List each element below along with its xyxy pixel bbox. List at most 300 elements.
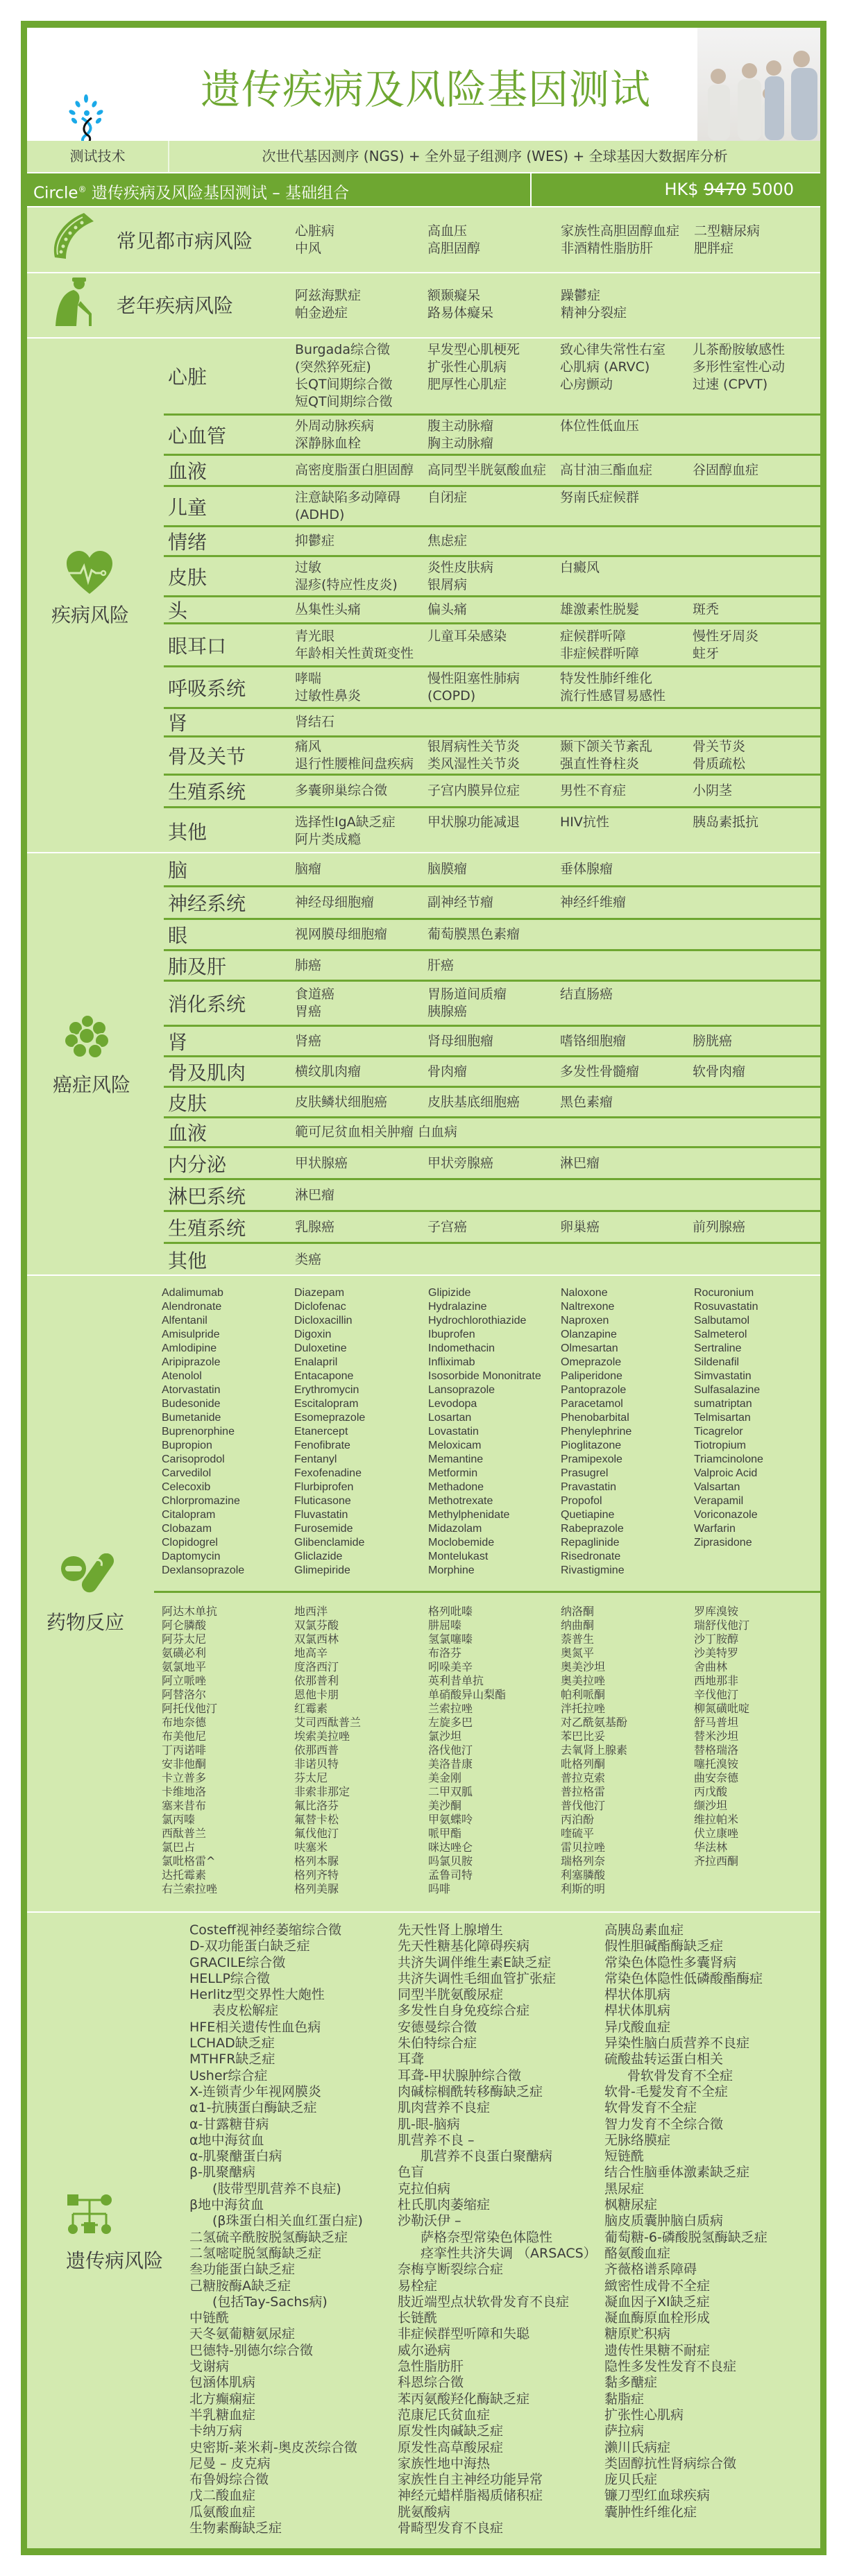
drug-name: 氨氯地平 <box>162 1660 207 1673</box>
list-item: 肾母细胞瘤 <box>427 1033 494 1048</box>
drug-name: 美沙酮 <box>428 1799 462 1812</box>
drug-name: 布美他尼 <box>162 1730 207 1743</box>
disease-item-name: 长链酰 <box>398 2310 438 2326</box>
disease-item <box>604 2197 768 2213</box>
list-item: 选择性IgA缺乏症 <box>295 814 396 830</box>
drug-name: Alendronate <box>162 1301 222 1313</box>
drug-column <box>294 1605 361 1896</box>
page-title: 遗传疾病及风险基因测试 <box>201 66 652 113</box>
drug-name: Erythromycin <box>294 1384 359 1396</box>
drug-name: Hydrochlorothiazide <box>428 1315 527 1327</box>
list-item: 痛风 <box>295 739 322 754</box>
drug-name: 氯巴占 <box>162 1841 196 1854</box>
item-column <box>560 462 693 479</box>
drug-name: Enalapril <box>294 1356 338 1368</box>
list-item: 特发性肺纤维化 <box>560 670 653 686</box>
drug-name: 格列本脲 <box>294 1854 339 1868</box>
disease-item <box>189 2133 391 2149</box>
item-column <box>427 1032 560 1050</box>
drug-name: 地西泮 <box>294 1605 328 1618</box>
disease-item-name: 无脉络膜症 <box>604 2132 671 2148</box>
item-column <box>427 957 454 974</box>
disease-item <box>189 2326 391 2342</box>
disease-item <box>604 2262 768 2278</box>
list-item: 非酒精性脂肪肝 <box>561 241 654 256</box>
drug-name: Clobazam <box>162 1523 212 1535</box>
disease-item <box>398 2197 599 2213</box>
item-column <box>427 1218 560 1236</box>
drug-name: 华法林 <box>694 1841 728 1854</box>
category-label: 血液 <box>168 460 207 483</box>
list-item: 多发性骨髓瘤 <box>560 1064 640 1079</box>
category-items <box>295 602 719 619</box>
category-items <box>295 1093 613 1111</box>
disease-item-name: 半乳糖血症 <box>189 2407 256 2423</box>
list-item: 儿茶酚胺敏感性 <box>693 342 786 357</box>
disease-item-name: 苯丙氨酸羟化酶缺乏症 <box>398 2391 530 2407</box>
item-column <box>560 986 613 1003</box>
drug-name: 肼屈嗪 <box>428 1619 462 1632</box>
drug-name: 辛伐他汀 <box>694 1688 739 1701</box>
category-row <box>164 622 820 665</box>
list-item: 额颞癡呆 <box>427 288 481 303</box>
disease-item <box>398 2278 599 2294</box>
disease-item <box>398 2456 599 2472</box>
item-column <box>427 341 560 393</box>
list-item: 神经纤维瘤 <box>560 894 627 910</box>
item-column <box>295 894 427 912</box>
disease-item <box>398 2100 599 2116</box>
disease-item-name: 色盲 <box>398 2165 425 2181</box>
category-label: 生殖系统 <box>168 781 246 803</box>
item-column <box>560 1063 693 1080</box>
disease-item-name: 齐薇格谱系障碍 <box>604 2262 697 2278</box>
disease-item-name: 隐性多发性发育不良症 <box>604 2359 737 2375</box>
disease-item-name: 遗传性果糖不耐症 <box>604 2342 711 2358</box>
disease-item <box>398 2423 599 2439</box>
drug-name: 芬太尼 <box>294 1771 328 1784</box>
item-column <box>295 1063 427 1080</box>
drug-name: 曲安奈德 <box>694 1771 739 1784</box>
disease-item-name: 安德曼综合徵 <box>398 2019 477 2035</box>
disease-item <box>398 2068 599 2084</box>
disease-item <box>604 2343 768 2359</box>
category-row <box>164 1242 820 1276</box>
disease-item <box>604 2505 768 2520</box>
drug-name: Propofol <box>561 1495 602 1507</box>
list-item: 前列腺癌 <box>693 1219 746 1234</box>
genetic-label: 遗传病风险 <box>66 2249 164 2272</box>
category-label: 皮肤 <box>168 565 207 589</box>
package-name <box>33 173 349 210</box>
item-column <box>295 287 361 322</box>
disease-item-name: 凝血酶原血栓形成 <box>604 2310 711 2326</box>
drug-name: Aripiprazole <box>162 1356 221 1368</box>
category-row <box>164 454 820 485</box>
disease-item <box>604 2230 768 2246</box>
drug-name: Dexlansoprazole <box>162 1564 245 1576</box>
drug-name: 雷贝拉唑 <box>561 1841 606 1854</box>
disease-item <box>398 2036 599 2052</box>
list-item: 深静脉血栓 <box>295 435 362 451</box>
drug-name: Methotrexate <box>428 1495 493 1507</box>
disease-rows <box>164 339 820 853</box>
drug-name: Simvastatin <box>694 1370 752 1382</box>
drug-name: Infliximab <box>428 1356 475 1368</box>
category-label: 肺及肝 <box>168 955 227 978</box>
list-item: 阿片类成瘾 <box>295 831 362 847</box>
item-column <box>693 1032 732 1050</box>
category-label: 消化系统 <box>168 993 246 1016</box>
list-item: (COPD) <box>427 688 476 703</box>
drug-name: 布地奈德 <box>162 1716 207 1729</box>
disease-item <box>189 2246 391 2262</box>
drug-name: Amisulpride <box>162 1329 220 1340</box>
drug-name: Prasugrel <box>561 1467 609 1479</box>
item-column <box>427 986 560 1021</box>
category-items <box>295 814 758 848</box>
drug-name: Atorvastatin <box>162 1384 221 1396</box>
list-item: 多形性室性心动 <box>693 359 786 375</box>
section-genetic-disease <box>27 1911 820 2548</box>
list-item: 慢性阻塞性肺病 <box>427 670 520 686</box>
drug-name: 氟伐他汀 <box>294 1827 339 1840</box>
drug-name: Duloxetine <box>294 1342 347 1354</box>
disease-item-name: 二氢嘧啶脱氢酶缺乏症 <box>189 2245 322 2261</box>
category-items <box>295 489 639 524</box>
disease-item-continuation: 肌营养不良蛋白聚醣病 <box>421 2149 553 2165</box>
disease-item-name: 多发性自身免疫综合症 <box>398 2003 530 2019</box>
section-elderly-diseases <box>27 272 820 337</box>
drug-name: 奥美沙坦 <box>561 1660 606 1673</box>
disease-item <box>604 2084 768 2100</box>
disease-item <box>398 2052 599 2067</box>
list-item: 甲状旁腺癌 <box>427 1155 494 1170</box>
disease-item <box>604 2423 768 2439</box>
disease-item-name: α-肌聚醣蛋白病 <box>189 2149 282 2165</box>
drug-name: Pravastatin <box>561 1481 617 1493</box>
section-drug-response <box>27 1274 820 1913</box>
list-item: 淋巴瘤 <box>295 1187 335 1202</box>
drug-name: Ticagrelor <box>694 1426 743 1438</box>
disease-item <box>398 2343 599 2359</box>
disease-item-name: 先天性肾上腺增生 <box>398 1922 504 1938</box>
drug-name: 舍曲林 <box>694 1660 728 1673</box>
drug-name: Citalopram <box>162 1509 216 1521</box>
list-item: 过敏 <box>295 559 322 575</box>
item-column <box>693 1218 745 1236</box>
disease-item <box>189 2472 391 2488</box>
drug-name: Lovastatin <box>428 1426 479 1438</box>
technology-value: 次世代基因测序 (NGS) + 全外显子组测序 (WES) + 全球基因大数据库分析 <box>262 148 728 164</box>
item-column <box>560 670 665 705</box>
drug-name: 格列吡嗪 <box>428 1605 473 1618</box>
list-item: 银屑病 <box>427 577 468 592</box>
disease-item <box>189 2343 391 2359</box>
list-item: 儿童耳朵感染 <box>427 628 507 644</box>
disease-item <box>398 2133 599 2165</box>
drug-name: 恩他卡朋 <box>294 1688 339 1701</box>
item-column <box>427 926 520 944</box>
disease-item-continuation: (包括Tay-Sachs病) <box>212 2294 328 2310</box>
list-item: 甲状腺功能减退 <box>427 814 520 830</box>
disease-item <box>398 2440 599 2456</box>
drug-name: Morphine <box>428 1564 475 1576</box>
list-item: 精神分裂症 <box>561 305 627 321</box>
drug-name: 吗氯贝胺 <box>428 1854 473 1868</box>
common-label: 常见都市病风险 <box>117 230 253 253</box>
disease-item <box>398 2084 599 2100</box>
item-column <box>560 1093 613 1111</box>
drug-name: Carvedilol <box>162 1467 212 1479</box>
drug-name: Alfentanil <box>162 1315 207 1327</box>
disease-item-name: 肌营养不良 – <box>398 2132 475 2148</box>
disease-item-name: 桿状体肌病 <box>604 2003 671 2019</box>
disease-item <box>398 2520 599 2536</box>
drug-name: 齐拉西酮 <box>694 1854 739 1868</box>
item-column <box>427 602 560 619</box>
list-item: 皮肤鳞状细胞癌 <box>295 1094 388 1109</box>
item-column <box>560 1032 693 1050</box>
disease-item-name: 假性胆碱酯酶缺乏症 <box>604 1938 724 1954</box>
list-item: 症候群听障 <box>560 628 627 644</box>
disease-item-continuation: (肢带型肌营养不良症) <box>212 2181 341 2197</box>
category-items <box>295 861 613 878</box>
disease-item-name: 异戊酸血症 <box>604 2019 671 2035</box>
disease-item <box>189 2520 391 2536</box>
category-label: 骨及关节 <box>168 745 246 768</box>
disease-item <box>604 2294 768 2310</box>
list-item: 软骨肉瘤 <box>693 1064 746 1079</box>
drug-name: 达托霉素 <box>162 1868 207 1882</box>
disease-item <box>189 2020 391 2036</box>
disease-item-name: 奈梅亨断裂综合症 <box>398 2262 504 2278</box>
disease-item-name: 神经元蜡样脂褐质储积症 <box>398 2488 543 2504</box>
list-item: 湿疹(特应性皮炎) <box>295 577 398 592</box>
disease-item-name: 易栓症 <box>398 2278 438 2294</box>
item-column <box>427 223 480 257</box>
list-item: 高胆固醇 <box>427 241 481 256</box>
category-items <box>295 628 758 663</box>
category-label: 生殖系统 <box>168 1216 246 1240</box>
drug-name: Telmisartan <box>694 1412 751 1424</box>
list-item: 範可尼贫血相关肿瘤 白血病 <box>295 1124 458 1140</box>
item-column <box>295 1124 457 1141</box>
disease-item <box>398 1971 599 1987</box>
drug-name: Midazolam <box>428 1523 482 1535</box>
drug-name: 普拉克索 <box>561 1771 606 1784</box>
disease-item-name: 先天性糖基化障碍疾病 <box>398 1938 530 1954</box>
category-items <box>295 783 732 800</box>
list-item: 腹主动脉瘤 <box>427 418 494 434</box>
disease-item-name: 緻密性成骨不全症 <box>604 2278 711 2294</box>
disease-item-name: Costeff视神经萎缩综合徵 <box>189 1922 342 1938</box>
item-column <box>295 1186 334 1204</box>
category-row <box>164 707 820 735</box>
disease-item <box>189 2100 391 2116</box>
category-row <box>164 485 820 525</box>
disease-item <box>398 2165 599 2181</box>
drug-name: Flurbiprofen <box>294 1481 354 1493</box>
list-item: 躁鬱症 <box>561 288 601 303</box>
category-items <box>295 418 639 452</box>
drug-name: 非索非那定 <box>294 1785 350 1798</box>
item-column <box>693 814 758 831</box>
disease-item <box>189 2197 391 2230</box>
list-item: 骨肉瘤 <box>427 1064 468 1079</box>
item-column <box>295 714 334 731</box>
drug-name: 双氯芬酸 <box>294 1619 339 1632</box>
disease-item <box>398 2391 599 2407</box>
drug-name: 美金刚 <box>428 1771 462 1784</box>
category-items <box>295 926 520 944</box>
item-column <box>295 986 427 1021</box>
list-item: 高密度脂蛋白胆固醇 <box>295 462 414 478</box>
list-item: 流行性感冒易感性 <box>560 688 666 703</box>
drug-list-divider <box>154 1591 820 1593</box>
category-items <box>295 1124 457 1141</box>
drug-name: 利斯的明 <box>561 1882 606 1895</box>
category-row <box>164 1146 820 1178</box>
drug-name: 阿达木单抗 <box>162 1605 218 1618</box>
category-items <box>295 738 745 773</box>
disease-item <box>604 2278 768 2294</box>
drug-column <box>694 1605 749 1868</box>
drug-name: 二甲双胍 <box>428 1785 473 1798</box>
drug-name: 孟鲁司特 <box>428 1868 473 1882</box>
drug-name: Naloxone <box>561 1287 608 1299</box>
disease-item <box>189 2505 391 2520</box>
disease-item <box>398 2310 599 2326</box>
disease-item-name: 克拉伯病 <box>398 2181 451 2197</box>
disease-item-name: 叁功能蛋白缺乏症 <box>189 2262 296 2278</box>
disease-item <box>604 2359 768 2375</box>
drug-name: Pioglitazone <box>561 1440 622 1451</box>
list-item: 慢性牙周炎 <box>693 628 759 644</box>
drug-name: Diclofenac <box>294 1301 346 1313</box>
drug-name: Sildenafil <box>694 1356 739 1368</box>
list-item: 银屑病性关节炎 <box>427 739 520 754</box>
disease-item-name: 胱氨酸病 <box>398 2504 451 2520</box>
drug-name: Glipizide <box>428 1287 471 1299</box>
item-column <box>560 1154 600 1172</box>
item-column <box>694 223 760 257</box>
drug-name: Levodopa <box>428 1398 477 1410</box>
drug-name: Olmesartan <box>561 1342 618 1354</box>
drug-name: 替格瑞洛 <box>694 1743 739 1757</box>
category-items <box>295 714 334 731</box>
list-item: 强直性脊柱炎 <box>560 756 640 771</box>
disease-item-name: 威尔逊病 <box>398 2342 451 2358</box>
drug-name: 奥美拉唑 <box>561 1674 606 1687</box>
disease-item <box>398 1922 599 1938</box>
disease-item-name: X-连锁青少年视网膜炎 <box>189 2083 321 2099</box>
disease-item <box>604 1938 768 1954</box>
list-item: 膀胱癌 <box>693 1033 733 1048</box>
list-item: 心肌病 (ARVC) <box>560 359 650 375</box>
drug-name: Warfarin <box>694 1523 736 1535</box>
drug-name: 氟比洛芬 <box>294 1799 339 1812</box>
disease-item <box>398 2117 599 2133</box>
package-price <box>665 173 795 206</box>
disease-item <box>189 2488 391 2504</box>
drug-name: 帕利哌酮 <box>561 1688 606 1701</box>
category-label: 呼吸系统 <box>168 676 246 700</box>
drug-name: Ibuprofen <box>428 1329 475 1340</box>
list-item: 颞下颌关节紊乱 <box>560 739 653 754</box>
list-item: 黑色素瘤 <box>560 1094 613 1109</box>
list-item: 胰岛素抵抗 <box>693 814 759 830</box>
category-row <box>164 774 820 806</box>
drug-name: Sertraline <box>694 1342 742 1354</box>
list-item: 家族性高胆固醇血症 <box>561 223 680 239</box>
disease-item <box>189 2407 391 2423</box>
drug-column <box>694 1286 763 1550</box>
list-item: 青光眼 <box>295 628 335 644</box>
list-item: Burgada综合徵 <box>295 342 390 357</box>
drug-name: sumatriptan <box>694 1398 752 1410</box>
drug-name: Sulfasalazine <box>694 1384 761 1396</box>
list-item: 扩张性心肌病 <box>427 359 507 375</box>
list-item: (突然猝死症) <box>295 359 371 375</box>
disease-item-name: 瓜氨酸血症 <box>189 2504 256 2520</box>
section-cancer-risk <box>27 852 820 1274</box>
drug-name: 瑞格列奈 <box>561 1854 606 1868</box>
drug-name: 苯巴比妥 <box>561 1730 606 1743</box>
category-items <box>295 559 600 594</box>
drug-column <box>294 1286 365 1578</box>
disease-item-continuation: (β珠蛋白相关血红蛋白症) <box>212 2213 363 2229</box>
drug-name: 吗啡 <box>428 1882 451 1895</box>
item-column <box>560 861 613 878</box>
list-item: 皮肤基底细胞癌 <box>427 1094 520 1109</box>
drug-name: Naltrexone <box>561 1301 615 1313</box>
list-item: 胰腺癌 <box>427 1004 468 1019</box>
disease-item-name: MTHFR缺乏症 <box>189 2052 275 2067</box>
disease-item-name: 硫酸盐转运蛋白相关 <box>604 2052 724 2067</box>
item-column <box>560 1218 693 1236</box>
category-items <box>295 462 758 479</box>
drug-name: Valsartan <box>694 1481 740 1493</box>
section-disease-risk <box>27 337 820 852</box>
drug-name: 洛伐他汀 <box>428 1743 473 1757</box>
disease-item-name: 枫糖尿症 <box>604 2197 658 2213</box>
drug-name: 格列美脲 <box>294 1882 339 1895</box>
disease-item <box>189 1955 391 1971</box>
drug-name: 依那西普 <box>294 1743 339 1757</box>
list-item: (ADHD) <box>295 506 345 522</box>
drug-name: 普拉格雷 <box>561 1785 606 1798</box>
list-item: 非症候群听障 <box>560 645 640 661</box>
category-label: 儿童 <box>168 495 207 519</box>
disease-item-name: D-双功能蛋白缺乏症 <box>189 1938 310 1954</box>
disease-column <box>189 1922 391 2536</box>
disease-item-name: 布鲁姆综合徵 <box>189 2472 269 2488</box>
drug-name: 塞来昔布 <box>162 1799 207 1812</box>
drug-name: Glimepiride <box>294 1564 350 1576</box>
disease-item-name: 家族性自主神经功能异常 <box>398 2472 543 2488</box>
category-row <box>164 413 820 454</box>
drug-name: Buprenorphine <box>162 1426 235 1438</box>
disease-item-name: 智力发育不全综合徵 <box>604 2116 724 2132</box>
item-column <box>427 861 560 878</box>
drug-name: Budesonide <box>162 1398 221 1410</box>
item-column <box>427 559 560 594</box>
drug-name: 右兰索拉唑 <box>162 1882 218 1895</box>
original-price: 9470 <box>704 180 747 199</box>
drug-column <box>162 1286 244 1578</box>
disease-item-name: Herlitz型交界性大皰性 <box>189 1987 325 2003</box>
